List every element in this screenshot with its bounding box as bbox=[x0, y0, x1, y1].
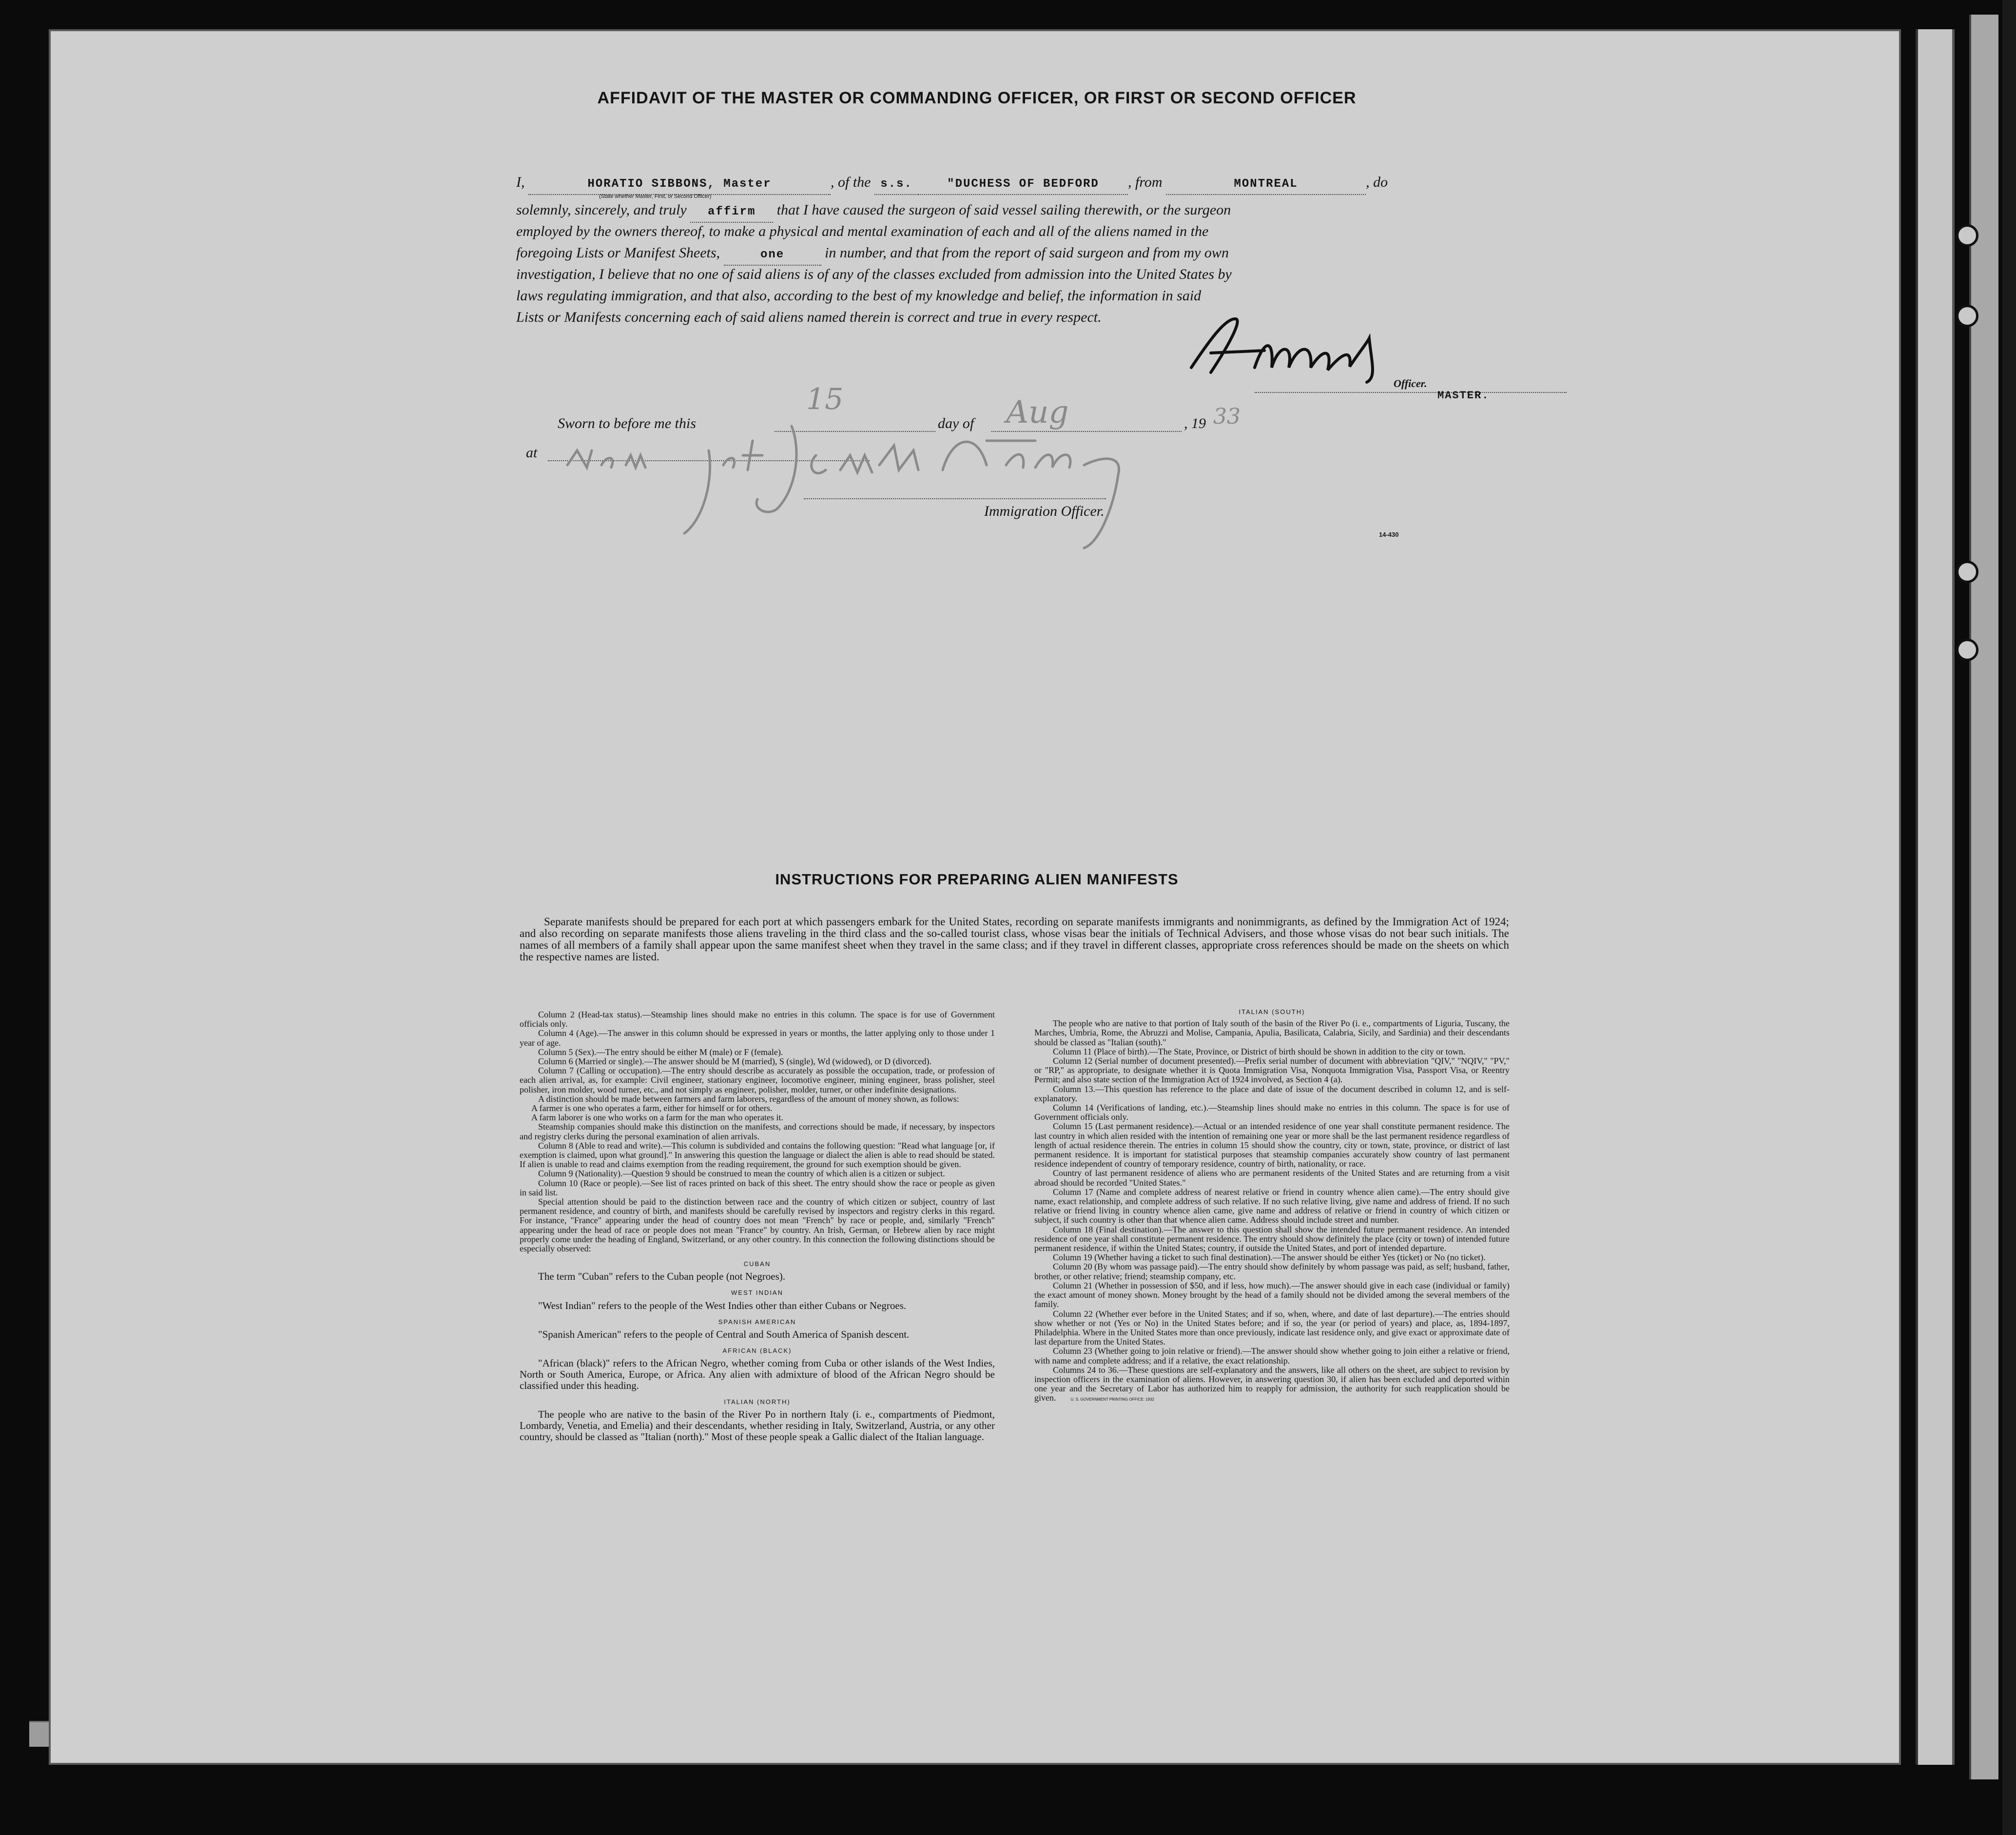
instruction-column-20: Column 20 (By whom was passage paid).—The entry should show definitely by whom passage was paid, as self; husband, father, brother, or other relative; friend; steamship company, etc. bbox=[1034, 1262, 1510, 1281]
instruction-column-6: Column 6 (Married or single).—The answer should be M (married), S (single), Wd (widowed), or D (divorced). bbox=[538, 1056, 931, 1067]
instruction-column-18: Column 18 (Final destination).—The answer to this question shall show the intended future permanent residence. An intended residence of one year shall constitute permanent residence. The entry should show definitely the place (city or town) of intended future permanent residence, if within the United States; country, if outside the United States, and port of intended departure. bbox=[1034, 1224, 1510, 1253]
binder-hole-ring-icon bbox=[1956, 561, 1978, 583]
instruction-west-indian: "West Indian" refers to the people of the West Indies other than either Cubans or Negroes. bbox=[538, 1299, 907, 1311]
sworn-day-of: day of bbox=[938, 415, 974, 431]
instruction-column-9: Column 9 (Nationality).—Question 9 should be construed to mean the country of which alien is a citizen or subject. bbox=[538, 1169, 945, 1179]
vessel-name-field: "DUCHESS OF BEDFORD bbox=[918, 175, 1128, 195]
text: I, bbox=[516, 174, 525, 190]
binder-hole-ring-icon bbox=[1956, 305, 1978, 327]
instruction-farmer: A farmer is one who operates a farm, either for himself or for others. bbox=[531, 1103, 773, 1113]
affidavit-line-7: Lists or Manifests concerning each of said aliens named therein is correct and true in every respect. bbox=[516, 309, 1102, 325]
instruction-column-11: Column 11 (Place of birth).—The State, Province, or District of birth should be shown in addition to the city or town. bbox=[1053, 1046, 1466, 1056]
instruction-cuban: The term "Cuban" refers to the Cuban people (not Negroes). bbox=[538, 1270, 785, 1283]
binder-hole-ring-icon bbox=[1956, 639, 1978, 661]
underlying-page-edge bbox=[1969, 15, 1998, 1779]
heading-italian-north: ITALIAN (NORTH) bbox=[724, 1398, 791, 1406]
affidavit-line-4 bbox=[516, 243, 1501, 266]
affidavit-line-5: investigation, I believe that no one of said aliens is of any of the classes excluded from admission into the United States by bbox=[516, 266, 1232, 282]
instruction-column-19: Column 19 (Whether having a ticket to such final destination).—The answer should be either Yes (ticket) or No (no ticket). bbox=[1053, 1252, 1486, 1263]
text: Columns 24 to 36.—These questions are self-explanatory and the answers, like all others on the sheet, are subject to revision by inspection officers in the examination of aliens. However, in answering question 30, if alien has been excluded and deported within one year and the Secretary of Labor has authorized him to reapply for admission, the authority for such reapplication should be given. bbox=[1034, 1365, 1510, 1403]
instruction-country: Country of last permanent residence of aliens who are permanent residents of the United States and are returning from a visit abroad should be recorded "United States." bbox=[1034, 1168, 1510, 1188]
instruction-column-22: Column 22 (Whether ever before in the United States; and if so, when, where, and date of last departure).—The entries should show whether or not (Yes or No) in the United States before; and if so, the year (or period of years) and place, as, 1894-1897, Philadelphia. Where in the United States more than once previously, indicate last residence only, and give exact or approximate date of last departure from the United States. bbox=[1034, 1308, 1510, 1347]
officer-label: Officer. bbox=[1394, 377, 1427, 390]
affidavit-title: AFFIDAVIT OF THE MASTER OR COMMANDING OFFICER, OR FIRST OR SECOND OFFICER bbox=[597, 89, 1357, 107]
instruction-italian-south: The people who are native to that portion of Italy south of the basin of the River Po (i. e., compartments of Liguria, Tuscany, the Marches, Umbria, Rome, the Abruzzi and Molise, Campania, Apulia, Basilicata, Calabria, Sicily, and Sardinia) and their descendants should be classed as "Italian (south)." bbox=[1034, 1018, 1510, 1047]
instruction-distinction: A distinction should be made between farmers and farm laborers, regardless of the amount of money shown, as follows: bbox=[538, 1093, 959, 1104]
handwritten-month: Aug bbox=[1006, 394, 1069, 430]
master-signature bbox=[1182, 309, 1435, 387]
vessel-prefix-field: s.s. bbox=[874, 175, 918, 195]
heading-spanish-american: SPANISH AMERICAN bbox=[718, 1318, 796, 1326]
master-signature-line bbox=[1255, 392, 1567, 393]
instructions-title: INSTRUCTIONS FOR PREPARING ALIEN MANIFESTS bbox=[775, 871, 1179, 888]
affidavit-line-6: laws regulating immigration, and that also, according to the best of my knowledge and belief, the information in said bbox=[516, 288, 1202, 304]
instruction-column-12: Column 12 (Serial number of document presented).—Prefix serial number of document with abbreviation "QIV," "NQIV," "PV," or "RP," as appropriate, to designate whether it is Quota Immigration Visa, Nonquota Immigration Visa, Passport Visa, or Reentry Permit; and also state section of the Immigration Act of 1924 involved, as Section 4 (a). bbox=[1034, 1056, 1510, 1085]
text: , from bbox=[1128, 174, 1163, 190]
page-edge bbox=[1916, 29, 1955, 1765]
dark-scan-border bbox=[2002, 0, 2016, 1835]
text: Sworn to before me this bbox=[558, 415, 696, 431]
instruction-spanish-american: "Spanish American" refers to the people of Central and South America of Spanish descent. bbox=[538, 1328, 910, 1340]
instruction-column-17: Column 17 (Name and complete address of nearest relative or friend in country whence alien came).—The entry should give name, exact relationship, and complete address of such relative. If no such relative living, give name and address of friend. If no such relative or friend living in country whence alien came, give name and address of relative or friend in country of which citizen or subject, if such country is other than that whence alien came. Address should include street and number. bbox=[1034, 1187, 1510, 1225]
affidavit-line-1 bbox=[516, 173, 1501, 195]
immigration-officer-line bbox=[804, 498, 1106, 499]
at-label: at bbox=[526, 445, 538, 461]
from-port-field: MONTREAL bbox=[1166, 175, 1366, 195]
handwritten-day: 15 bbox=[806, 382, 844, 416]
state-officer-note: (State whether Master, First, or Second Officer) bbox=[599, 194, 712, 199]
instruction-column-8: Column 8 (Able to read and write).—This column is subdivided and contains the following question: "Read what language [or, if exemption is claimed, upon what ground]." In answering this question the language or dialect the alien is able to read should be stated. If alien is unable to read and claims exemption from the reading requirement, the ground for such exemption should be given. bbox=[520, 1140, 995, 1170]
instruction-column-4: Column 4 (Age).—The answer in this column should be expressed in years or months, the latter applying only to those under 1 year of age. bbox=[520, 1028, 995, 1048]
binder-hole-ring-icon bbox=[1956, 224, 1978, 247]
instruction-column-21: Column 21 (Whether in possession of $50, and if less, how much).—The answer should give in each case (individual or family) the exact amount of money shown. Money brought by the head of a family should not be divided among the several members of the family. bbox=[1034, 1280, 1510, 1309]
instruction-column-15: Column 15 (Last permanent residence).—Actual or an intended residence of one year shall constitute permanent residence. The last country in which alien resided with the intention of remaining one year or more shall be the last permanent residence regardless of length of actual residence therein. The entries in column 15 should show the country, city or town, state, province, or district of last permanent residence. It is important for statistical purposes that steamship companies accurately show country of last permanent residence independent of country of temporary residence, country of birth, nationality, or race. bbox=[1034, 1121, 1510, 1169]
handwritten-year: 33 bbox=[1213, 404, 1241, 429]
sworn-year: , 19 bbox=[1184, 415, 1206, 431]
master-label: MASTER. bbox=[1437, 390, 1490, 402]
instructions-right-column bbox=[1034, 1007, 1510, 1405]
sheet-count-field: one bbox=[724, 245, 821, 266]
heading-african: AFRICAN (BLACK) bbox=[722, 1347, 792, 1354]
instruction-column-7: Column 7 (Calling or occupation).—The entry should describe as accurately as possible the occupation, trade, or profession of each alien arrival, as, for example: Civil engineer, stationary engineer, locomotive engineer, mining engineer, brass polisher, steel polisher, iron molder, wood turner, etc., and not simply as engineer, polisher, molder, turner, or other indefinite designations. bbox=[520, 1066, 995, 1094]
text: in number, and that from the report of said surgeon and from my own bbox=[825, 245, 1229, 261]
immigration-officer-signature bbox=[733, 411, 1191, 558]
instruction-column-14: Column 14 (Verifications of landing, etc.).—Steamship lines should make no entries in this column. The space is for use of Government officials only. bbox=[1034, 1103, 1510, 1122]
instructions-intro: Separate manifests should be prepared for each port at which passengers embark for the United States, recording on separate manifests immigrants and nonimmigrants, as defined by the Immigration Act of 1924; and also recording on separate manifests those aliens traveling in the third class and the so-called tourist class, whose visas bear the initials of Technical Advisers, and those whose visas do not bear such initials. The names of all members of a family shall appear upon the same manifest sheet when they travel in the same class; and if they travel in different classes, appropriate cross references should be made on the sheets on which the respective names are listed. bbox=[520, 916, 1509, 963]
instruction-farm-laborer: A farm laborer is one who works on a farm for the man who operates it. bbox=[531, 1113, 783, 1123]
heading-west-indian: WEST INDIAN bbox=[731, 1289, 783, 1297]
instruction-italian-north: The people who are native to the basin of the River Po in northern Italy (i. e., compartments of Piedmont, Lombardy, Venetia, and Emelia) and their descendants, whether residing in Italy, Switzerland, Austria, or any other country, should be classed as "Italian (north)." Most of these people speak a Gallic dialect of the Italian language. bbox=[520, 1408, 995, 1443]
text: , do bbox=[1366, 174, 1388, 190]
text: , of the bbox=[831, 174, 871, 190]
printing-office-imprint: U. S. GOVERNMENT PRINTING OFFICE: 1932 bbox=[1070, 1397, 1154, 1402]
instruction-column-23: Column 23 (Whether going to join relative or friend).—The answer should show whether going to join either a relative or friend, with name and complete address; and if a relative, the exact relationship. bbox=[1034, 1346, 1510, 1366]
instruction-column-2: Column 2 (Head-tax status).—Steamship lines should make no entries in this column. The space is for use of Government officials only. bbox=[520, 1010, 995, 1029]
text: that I have caused the surgeon of said vessel sailing therewith, or the surgeon bbox=[776, 202, 1231, 218]
instruction-column-5: Column 5 (Sex).—The entry should be either M (male) or F (female). bbox=[538, 1047, 783, 1057]
heading-cuban: CUBAN bbox=[743, 1260, 771, 1268]
instruction-column-10: Column 10 (Race or people).—See list of races printed on back of this sheet. The entry should show the race or people as given in said list. bbox=[520, 1178, 995, 1197]
manifest-page bbox=[49, 29, 1901, 1765]
instruction-column-13: Column 13.—This question has reference to the place and date of issue of the document described in column 12, and is self-explanatory. bbox=[1034, 1084, 1510, 1103]
instruction-special: Special attention should be paid to the distinction between race and the country of which citizen or subject, country of last permanent residence, and country of birth, and manifests should be carefully revised by inspectors and registry clerks in this regard. For instance, "France" appearing under the head of country does not mean "French" by race or people, and, similarly "French" appearing under the head of race or people does not mean "France" by country. An Irish, German, or Hebrew alien by race might properly come under the heading of England, Switzerland, or any other country. In this connection the following distinctions should be especially observed: bbox=[520, 1197, 995, 1254]
instruction-columns-24-36 bbox=[1034, 1366, 1510, 1405]
text: solemnly, sincerely, and truly bbox=[516, 202, 687, 218]
heading-italian-south: ITALIAN (SOUTH) bbox=[1239, 1008, 1305, 1015]
instruction-african: "African (black)" refers to the African Negro, whether coming from Cuba or other islands of the West Indies, North or South America, Europe, or Africa. Any alien with admixture of blood of the African Negro should be classified under this heading. bbox=[520, 1357, 995, 1392]
affidavit-line-2 bbox=[516, 200, 1501, 223]
instructions-left-column bbox=[520, 1007, 995, 1443]
master-name-field: HORATIO SIBBONS, Master bbox=[528, 175, 831, 195]
immigration-officer-label: Immigration Officer. bbox=[984, 503, 1105, 519]
text: foregoing Lists or Manifest Sheets, bbox=[516, 245, 720, 261]
oath-word-field: affirm bbox=[690, 202, 773, 223]
affidavit-line-3: employed by the owners thereof, to make a physical and mental examination of each and all of the aliens named in the bbox=[516, 223, 1209, 239]
form-number: 14-430 bbox=[1379, 531, 1399, 538]
instruction-steamship: Steamship companies should make this distinction on the manifests, and corrections should be made, if necessary, by inspectors and registry clerks during the personal examination of alien arrivals. bbox=[520, 1122, 995, 1141]
